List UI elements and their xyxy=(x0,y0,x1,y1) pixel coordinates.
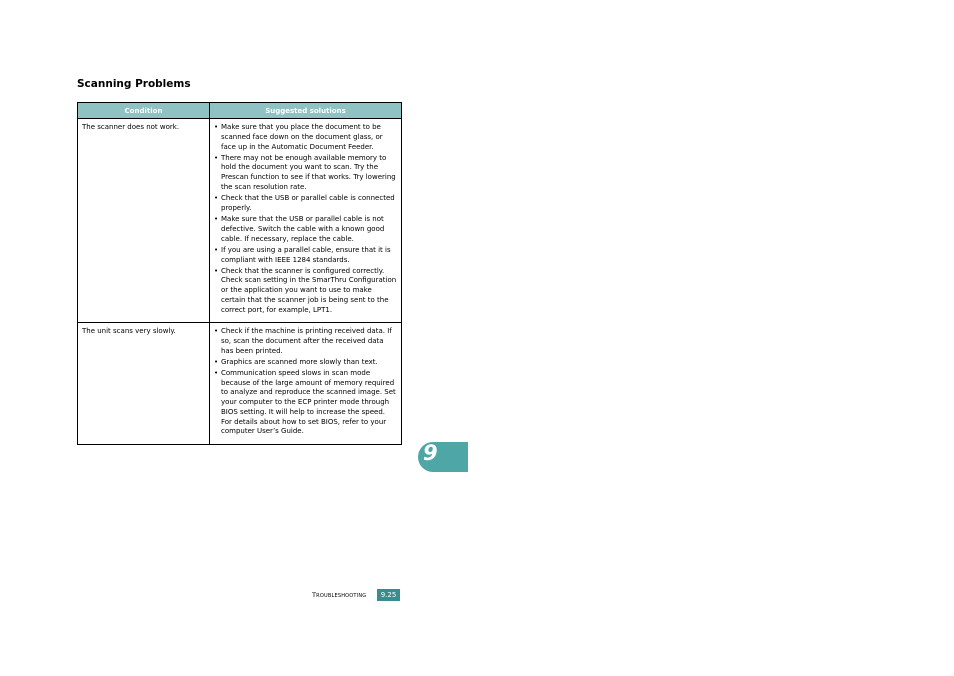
solution-list xyxy=(214,123,398,316)
list-item: • Check that the USB or parallel cable is connected properly. xyxy=(214,194,398,214)
chapter-tab xyxy=(418,442,468,472)
solutions-cell xyxy=(210,119,402,323)
page-number: 9.25 xyxy=(377,589,400,601)
condition-cell: The unit scans very slowly. xyxy=(78,322,210,444)
list-item: • Check that the scanner is configured correctly. Check scan setting in the SmarThru Configuration or the application you want to use to make certain that the scanner job is being sent to the correct port, for example, LPT1. xyxy=(214,267,398,316)
section-title: Scanning Problems xyxy=(77,78,191,90)
list-item: • Communication speed slows in scan mode because of the large amount of memory required to analyze and reproduce the scanned image. Set your computer to the ECP printer mode through BIOS setting. It will help to increase the speed. For details about how to set BIOS, refer to your computer User’s Guide. xyxy=(214,369,398,438)
column-header-solutions: Suggested solutions xyxy=(210,103,402,119)
list-item: • Make sure that you place the document to be scanned face down on the document glass, or face up in the Automatic Document Feeder. xyxy=(214,123,398,152)
footer-section-label: Troubleshooting xyxy=(312,591,367,599)
troubleshooting-table xyxy=(77,102,402,445)
table-header-row xyxy=(78,103,402,119)
table-row xyxy=(78,322,402,444)
chapter-number: 9 xyxy=(423,441,438,465)
table-row xyxy=(78,119,402,323)
list-item: • Graphics are scanned more slowly than text. xyxy=(214,358,398,368)
list-item: • There may not be enough available memory to hold the document you want to scan. Try the Prescan function to see if that works. Try lowering the scan resolution rate. xyxy=(214,154,398,193)
list-item: • Make sure that the USB or parallel cable is not defective. Switch the cable with a known good cable. If necessary, replace the cable. xyxy=(214,215,398,244)
condition-cell: The scanner does not work. xyxy=(78,119,210,323)
solutions-cell xyxy=(210,322,402,444)
solution-list xyxy=(214,327,398,437)
column-header-condition: Condition xyxy=(78,103,210,119)
list-item: • If you are using a parallel cable, ensure that it is compliant with IEEE 1284 standards. xyxy=(214,246,398,266)
list-item: • Check if the machine is printing received data. If so, scan the document after the received data has been printed. xyxy=(214,327,398,356)
